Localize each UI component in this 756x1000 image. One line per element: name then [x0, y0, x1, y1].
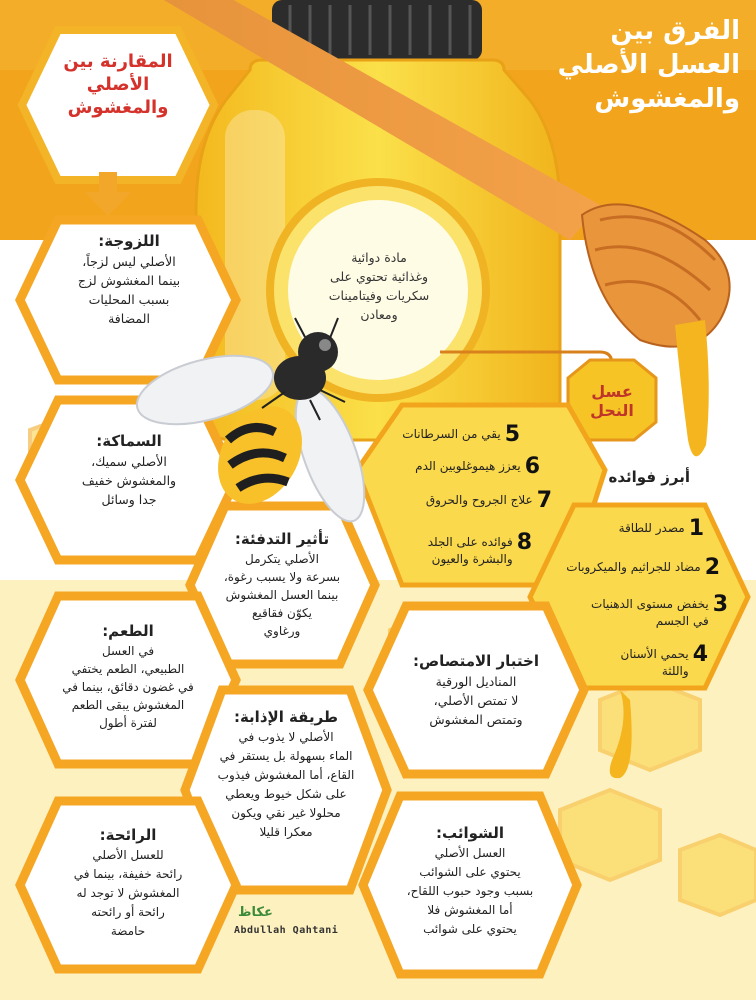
card-body: الأصلي يتكرمل بسرعة ولا يسبب رغوة، بينما العسل المغشوش يكوّن فقاقيع ورغاوي [223, 552, 341, 638]
benefit-text: يعزز هيموغلوبين الدم [415, 459, 521, 473]
bee-honey-label: عسل النحل [590, 382, 634, 420]
benefit-item-1 [619, 518, 704, 540]
card-smell [46, 826, 210, 941]
comparison-heading: المقارنة بين الأصلي والمغشوش [63, 51, 173, 118]
card-title: الشوائب: [435, 824, 505, 842]
card-body: في العسل الطبيعي، الطعم يختفي في غضون دقائق، بينما في المغشوش يبقى الطعم لفترة أطول [62, 644, 194, 730]
benefit-item-6 [415, 456, 540, 478]
benefit-text: مصدر للطاقة [618, 521, 685, 535]
card-body: للعسل الأصلي رائحة خفيفة، بينما في المغشوش لا توجد له رائحة أو رائحته حامضة [73, 848, 183, 938]
benefit-text: يحمي الأسنان واللثة [620, 647, 689, 678]
benefit-text: يخفض مستوى الدهنيات في الجسم [591, 597, 709, 628]
benefit-text: فوائده على الجلد والبشرة والعيون [427, 535, 513, 566]
card-title: الطعم: [102, 622, 154, 640]
author-credit: Abdullah Qahtani [234, 925, 339, 936]
card-body: الأصلي لا يذوب في الماء بسهولة بل يستقر في القاع، أما المغشوش فيذوب على شكل خيوط ويعطي محلولا غير نقي ويكون معكرا قليلا [217, 730, 355, 839]
card-title: السماكة: [96, 432, 162, 450]
benefit-number: 5 [504, 422, 520, 447]
benefit-item-5 [402, 424, 520, 446]
benefit-text: يقي من السرطانات [402, 427, 501, 441]
benefit-text: علاج الجروح والحروق [425, 493, 533, 507]
card-title: طريقة الإذابة: [233, 708, 339, 726]
benefit-text: مضاد للجراثيم والميكروبات [566, 560, 701, 574]
card-body: الأصلي ليس لزجاً، بينما المغشوش لزج بسبب المحليات المضافة [77, 254, 181, 326]
card-body: العسل الأصلي يحتوي على الشوائب بسبب وجود حبوب اللقاح، أما المغشوش فلا يحتوي على شوائب [406, 846, 534, 936]
benefit-item-8 [428, 532, 532, 568]
benefits-heading: أبرز فوائده [608, 468, 690, 486]
benefit-number: 3 [712, 592, 728, 617]
card-title: تأثير التدفئة: [234, 530, 330, 548]
card-dissolving-method [198, 708, 374, 842]
benefit-item-3 [591, 594, 728, 630]
honey-description: مادة دوائية وغذائية تحتوي على سكريات وفيتامينات ومعادن [328, 250, 430, 322]
card-taste [40, 622, 216, 732]
page-title: الفرق بين العسل الأصلي والمغشوش [557, 16, 740, 114]
benefit-item-2 [566, 557, 720, 579]
card-body: المناديل الورقية لا تمتص الأصلي، وتمتص المغشوش [429, 674, 523, 727]
card-impurities [390, 824, 550, 939]
benefit-number: 8 [516, 530, 532, 555]
benefit-number: 1 [688, 516, 704, 541]
benefit-number: 2 [704, 555, 720, 580]
publisher-logo: عكاظ [238, 905, 273, 920]
card-viscosity [50, 232, 208, 328]
card-title: الرائحة: [99, 826, 157, 844]
benefit-item-7 [426, 490, 552, 512]
card-heat-effect [206, 530, 358, 640]
benefit-number: 7 [536, 488, 552, 513]
card-body: الأصلي سميك، والمغشوش خفيف جدا وسائل [81, 454, 177, 507]
card-title: اللزوجة: [98, 232, 160, 250]
benefit-item-4 [621, 644, 708, 680]
card-title: اختبار الامتصاص: [413, 652, 539, 670]
card-thickness [50, 432, 208, 509]
benefit-number: 4 [692, 642, 708, 667]
card-absorption-test [396, 652, 556, 729]
benefit-number: 6 [524, 454, 540, 479]
